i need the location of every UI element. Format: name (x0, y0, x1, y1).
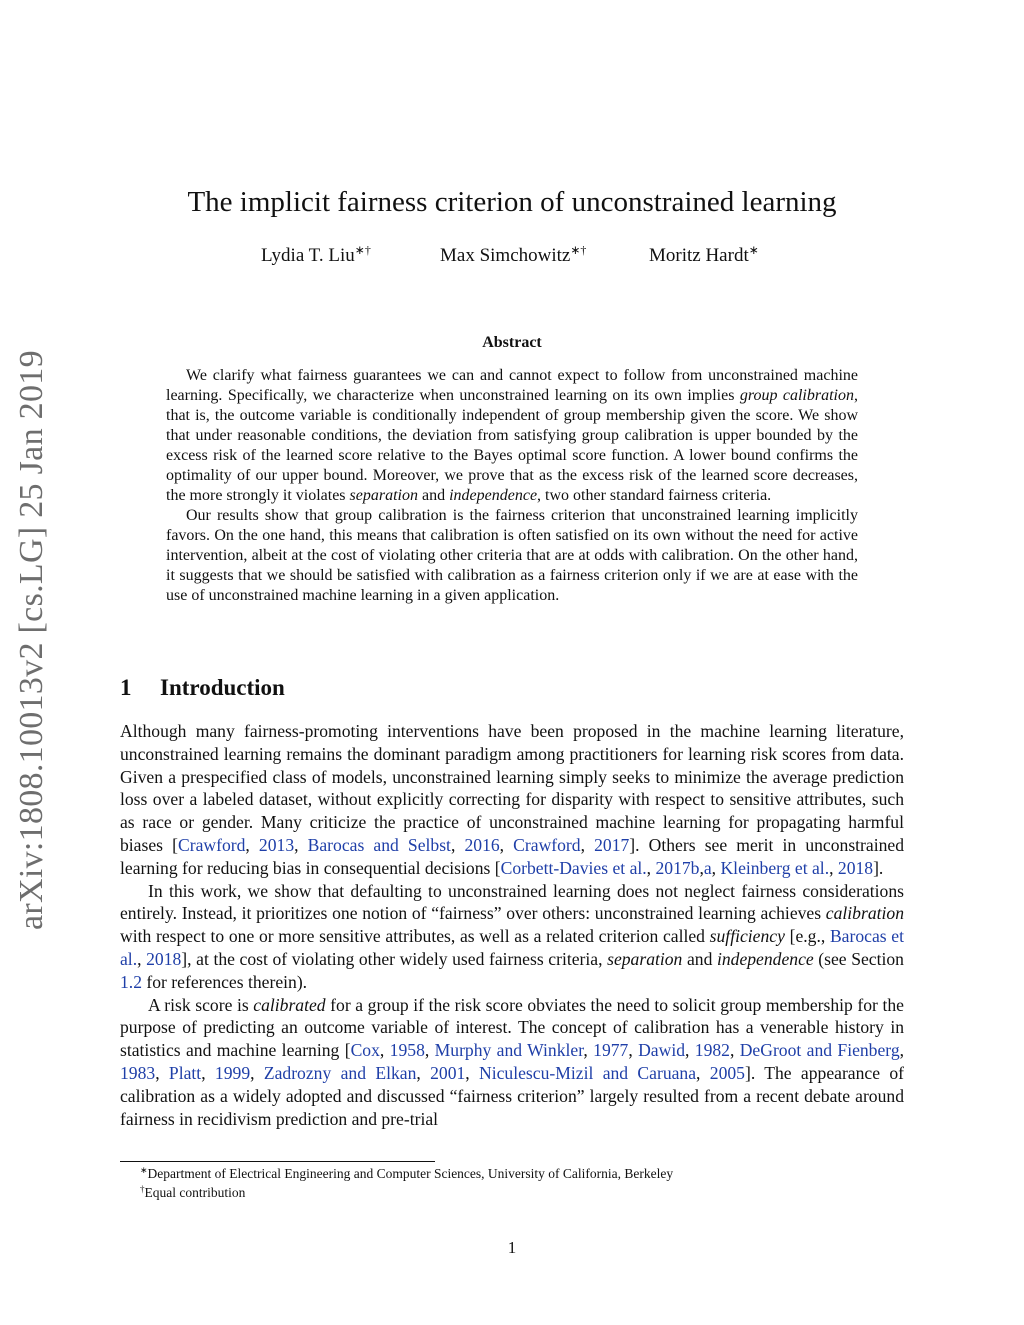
footnote-mark: ∗ (140, 1165, 148, 1175)
author-2 (440, 244, 586, 268)
citation-link[interactable]: 2016 (464, 834, 500, 855)
citation-link[interactable]: 1982 (694, 1040, 730, 1061)
citation-link[interactable]: Kleinberg et al. (720, 857, 830, 878)
citation-link[interactable]: 1958 (389, 1040, 425, 1061)
paper-title: The implicit fairness criterion of unconstrained learning (187, 186, 837, 218)
page-number: 1 (507, 1238, 517, 1257)
section-number: 1 (120, 675, 132, 700)
intro-paragraph-3: A risk score is calibrated for a group if the risk score obviates the need to solicit group membership for the purpose of predicting an outcome variable of interest. The concept of calibration has a venerable history in statistics and machine learning [Cox, 1958, Murphy and Winkler, 1977, Dawid, 1982, DeGroot and Fienberg, 1983, Platt, 1999, Zadrozny and Elkan, 2001, Niculescu-Mizil and Caruana, 2005]. The appearance of calibration as a widely adopted and discussed “fairness criterion” largely resulted from a recent debate around fairness in recidivism prediction and pre-trial (120, 994, 905, 1129)
citation-link[interactable]: a (703, 857, 712, 878)
author-1 (261, 244, 371, 268)
author-3 (649, 244, 759, 268)
citation-link[interactable]: Cox (350, 1040, 380, 1061)
abstract-heading: Abstract (482, 334, 542, 351)
citation-link[interactable]: Zadrozny and Elkan (263, 1062, 417, 1083)
footnote-mark: † (140, 1184, 145, 1194)
citation-link[interactable]: 1999 (214, 1062, 251, 1083)
section-heading (120, 675, 285, 701)
author-name: Lydia T. Liu (261, 245, 355, 266)
citation-link[interactable]: Platt (168, 1062, 202, 1083)
citation-link[interactable]: Barocas and Selbst (307, 834, 451, 855)
citation-link[interactable]: Niculescu-Mizil and Caruana (479, 1062, 697, 1083)
author-name: Max Simchowitz (440, 245, 571, 266)
citation-link[interactable]: Murphy and Winkler (434, 1040, 584, 1061)
author-affiliation-marks: ∗ (748, 243, 759, 257)
abstract-paragraph-1: We clarify what fairness guarantees we can and cannot expect to follow from unconstrained machine learning. Specifically, we characterize when unconstrained learning on its own implies group calibration, that is, the outcome variable is conditionally independent of group membership given the score. We show that under reasonable conditions, the deviation from satisfying group calibration is upper bounded by the excess risk of the learned score relative to the Bayes optimal score function. A lower bound confirms the optimality of our upper bound. Moreover, we prove that as the excess risk of the learned score decreases, the more strongly it violates separation and independence, two other standard fairness criteria. (166, 367, 858, 504)
citation-link[interactable]: DeGroot and Fienberg (739, 1040, 900, 1061)
author-affiliation-marks: ∗† (570, 243, 587, 257)
citation-link[interactable]: 2013 (258, 834, 295, 855)
citation-link[interactable]: 2017 (594, 834, 630, 855)
footnote-equal-contribution: †Equal contribution (140, 1184, 246, 1200)
introduction-body (120, 720, 904, 1130)
citation-link[interactable]: Dawid (638, 1040, 685, 1061)
citation-link[interactable]: Crawford (177, 834, 246, 855)
citation-link[interactable]: 1977 (593, 1040, 629, 1061)
citation-link[interactable]: 2001 (430, 1062, 466, 1083)
citation-link[interactable]: Crawford (513, 834, 581, 855)
citation-link[interactable]: 1983 (120, 1062, 156, 1083)
intro-paragraph-2: In this work, we show that defaulting to unconstrained learning does not neglect fairness considerations entirely. Instead, it prioritizes one notion of “fairness” over others: unconstrained learning achieves calibration with respect to one or more sensitive attributes, as well as a related criterion called sufficiency [e.g., Barocas et al., 2018], at the cost of violating other widely used fairness criteria, separation and independence (see Section 1.2 for references therein). (120, 880, 904, 992)
citation-link[interactable]: 2005 (709, 1062, 745, 1083)
citation-link[interactable]: 2017b (655, 857, 700, 878)
citation-link[interactable]: 2018 (146, 948, 182, 969)
footnote-divider (120, 1161, 435, 1162)
intro-paragraph-1: Although many fairness-promoting interventions have been proposed in the machine learning literature, unconstrained learning remains the dominant paradigm among practitioners for learning risk scores from data. Given a prespecified class of models, unconstrained learning simply seeks to minimize the average prediction loss over a labeled dataset, without explicitly correcting for disparity with respect to sensitive attributes, such as race or gender. Many criticize the practice of unconstrained machine learning for propagating harmful biases [Crawford, 2013, Barocas and Selbst, 2016, Crawford, 2017]. Others see merit in unconstrained learning for reducing bias in consequential decisions [Corbett-Davies et al., 2017b,a, Kleinberg et al., 2018]. (120, 721, 905, 878)
author-name: Moritz Hardt (649, 245, 749, 266)
section-reference-link[interactable]: 1.2 (120, 971, 142, 992)
author-affiliation-marks: ∗† (354, 243, 371, 257)
footnotes (140, 1164, 673, 1202)
footnote-affiliation: ∗Department of Electrical Engineering and Computer Sciences, University of California, Berkeley (140, 1165, 674, 1181)
citation-link[interactable]: Corbett-Davies et al. (500, 857, 647, 878)
citation-link[interactable]: 2018 (837, 857, 874, 878)
abstract-paragraph-2: Our results show that group calibration is the fairness criterion that unconstrained learning implicitly favors. On the one hand, this means that calibration is often satisfied on its own without the need for active intervention, albeit at the cost of violating other criteria that are at odds with calibration. On the other hand, it suggests that we should be satisfied with calibration as a fairness criterion only if we are at ease with the use of unconstrained machine learning in a given application. (166, 507, 858, 604)
section-title: Introduction (160, 675, 285, 700)
arxiv-identifier-stamp: arXiv:1808.10013v2 [cs.LG] 25 Jan 2019 (13, 350, 50, 930)
abstract-body (166, 366, 858, 606)
citation-link[interactable]: Barocas et al. (120, 926, 904, 969)
